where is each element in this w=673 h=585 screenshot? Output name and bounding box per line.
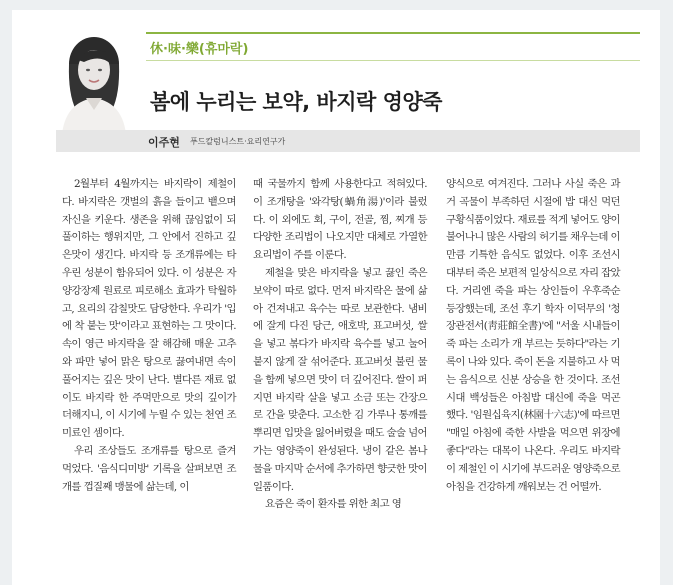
article-column-3 (446, 176, 620, 496)
paragraph: 때 국물까지 함께 사용한다고 적혀있다. 이 조개탕을 '와각탕(蝸角湯)'이라 불렀다. 이 외에도 회, 구이, 전골, 찜, 찌개 등 다양한 조리법이 나오지만 대체로 가열한 요리법이 주를 이룬다. (253, 178, 427, 262)
paragraph: 양식으로 여겨진다. 그러나 사실 죽은 과거 곡물이 부족하던 시절에 밥 대신 먹던 구황식품이었다. 재료를 적게 넣어도 양이 불어나니 많은 사람의 허기를 채우는데 이만큼 기특한 음식도 없었다. 이후 조선시대부터 죽은 보편적 일상식으로 자리 잡았다. 거리엔 죽을 파는 상인들이 우후죽순 등장했는데, 조선 후기 학자 이덕무의 '청장관전서(靑莊館全書)'에 "서울 시내들이 죽 파는 소리가 개 부르는 듯하다"라는 기록이 나와 있다. 죽이 돈을 지불하고 사 먹는 음식으로 신분 상승을 한 것이다. 조선시대 백성들은 아침밥 대신에 죽을 먹곤 했다. '임원십육지(林園十六志)'에 따르면 "매일 아침에 죽한 사발을 먹으면 위장에 좋다"라는 대목이 나온다. 우리도 바지락이 제철인 이 시기에 부드러운 영양죽으로 아침을 건강하게 깨워보는 건 어떨까. (446, 178, 620, 493)
paragraph: 요즘은 죽이 환자를 위한 최고 영 (265, 498, 402, 511)
author-photo (56, 24, 132, 134)
paragraph: 2월부터 4월까지는 바지락이 제철이다. 바지락은 갯벌의 흙을 들이고 뱉으며 자신을 키운다. 생존을 위해 끊임없이 되풀이하는 행위지만, 그 안에서 진하고 깊은맛이 생긴다. 바지락 등 조개류에는 타우린 성분이 함유되어 있다. 이 성분은 자양강장제 원료로 피로해소 효과가 탁월하고, 요리의 감칠맛도 담당한다. 우리가 '입에 착 붙는 맛'이라고 표현하는 그 맛이다. 속이 영근 바지락을 잘 해감해 매운 고추와 파만 넣어 맑은 탕으로 끓여내면 속이 풀어지는 깊은 맛이 난다. 별다른 재료 없이도 바지락 한 주먹만으로 맛의 깊이가 더해지니, 이 시기에 누릴 수 있는 천연 조미료인 셈이다. (62, 178, 236, 440)
article-column-1 (62, 176, 236, 496)
paragraph: 우리 조상들도 조개류를 탕으로 즐겨 먹었다. '음식디미방' 기록을 살펴보면 조개를 껍질째 맹물에 삶는데, 이 (62, 444, 236, 493)
column-tag-underline (146, 60, 640, 61)
byline-role: 푸드칼럼니스트·요리연구가 (190, 137, 286, 146)
author-portrait-image (56, 24, 132, 134)
article-column-2 (253, 176, 427, 514)
paragraph: 제철을 맞은 바지락을 넣고 끓인 죽은 보약이 따로 없다. 먼저 바지락은 물에 삶아 건져내고 육수는 따로 보관한다. 냄비에 잘게 다진 당근, 애호박, 표고버섯, 쌀을 넣고 볶다가 바지락 육수를 넣고 눌어붙지 않게 잘 섞어준다. 표고버섯 불린 물을 함께 넣으면 맛이 더 깊어진다. 쌀이 퍼지면 바지락 살을 넣고 소금 또는 간장으로 간을 맞춘다. 고소한 김 가루나 통깨를 뿌리면 입맛을 잃어버렸을 때도 술술 넘어가는 영양죽이 완성된다. 냉이 같은 봄나물을 마지막 순서에 추가하면 향긋한 맛이 일품이다. (253, 266, 427, 493)
column-tag-rule (146, 32, 640, 34)
column-tag: 休·味·樂(휴마락) (150, 42, 249, 57)
byline-name: 이주현 (148, 136, 180, 149)
byline-bar (56, 130, 640, 152)
article-headline: 봄에 누리는 보약, 바지락 영양죽 (150, 90, 442, 114)
